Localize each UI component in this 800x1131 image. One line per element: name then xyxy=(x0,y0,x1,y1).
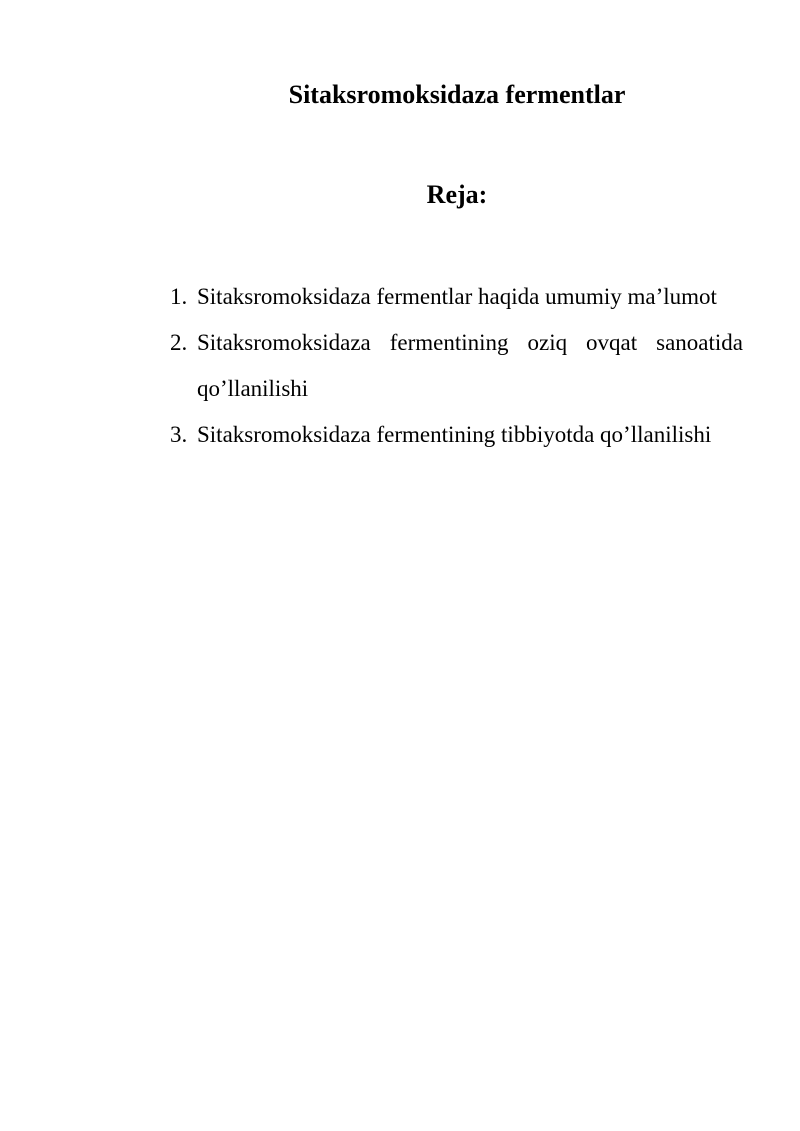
plan-item xyxy=(170,412,743,458)
plan-item-number: 3. xyxy=(170,422,188,447)
plan-item-text: Sitaksromoksidaza fermentlar haqida umumiy ma’lumot xyxy=(197,284,717,309)
plan-item-text: Sitaksromoksidaza fermentining tibbiyotda qo’llanilishi xyxy=(197,422,712,447)
plan-list xyxy=(170,274,743,458)
plan-item-number: 1. xyxy=(170,284,188,309)
plan-item-text: Sitaksromoksidaza fermentining oziq ovqat sanoatida qo’llanilishi xyxy=(197,330,743,401)
plan-heading: Reja: xyxy=(426,180,488,209)
document-title: Sitaksromoksidaza fermentlar xyxy=(288,80,626,109)
plan-item xyxy=(170,320,743,412)
plan-item-number: 2. xyxy=(170,330,188,355)
plan-item xyxy=(170,274,743,320)
